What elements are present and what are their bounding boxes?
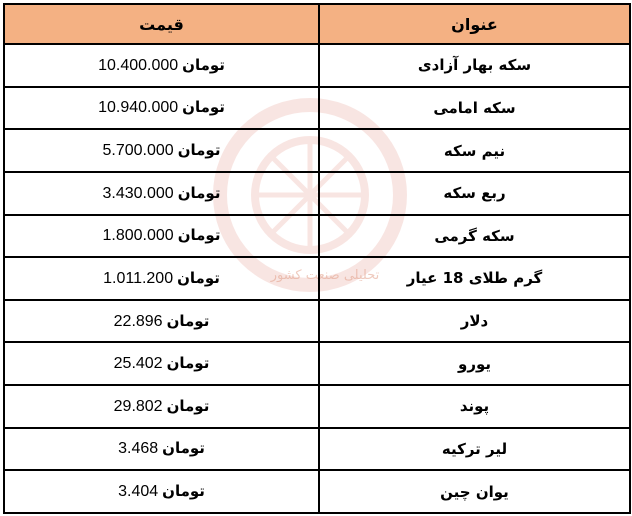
table-row: [4, 428, 630, 471]
row-title: نیم سکه: [319, 129, 630, 172]
price-value: 1.800.000: [102, 227, 174, 245]
row-price-cell: [4, 172, 319, 215]
price-unit: تومان: [177, 226, 221, 245]
row-title: سکه گرمی: [319, 215, 630, 258]
row-title: لیر ترکیه: [319, 428, 630, 471]
price-value: 5.700.000: [102, 142, 174, 160]
table-row: [4, 172, 630, 215]
price-table: [3, 3, 631, 514]
price-value: 29.802: [113, 397, 163, 415]
table-row: [4, 470, 630, 513]
row-title: دلار: [319, 300, 630, 343]
price-value: 1.011.200: [103, 269, 174, 287]
row-price-cell: [4, 215, 319, 258]
price-unit: تومان: [182, 55, 225, 74]
table-body: [4, 44, 630, 513]
row-title: سکه بهار آزادی: [319, 44, 630, 87]
row-title: پوند: [319, 385, 630, 428]
header-row: [4, 4, 630, 44]
price-unit: تومان: [177, 141, 221, 160]
table-row: [4, 300, 630, 343]
row-title: گرم طلای 18 عیار: [319, 257, 630, 300]
row-price-cell: [4, 428, 319, 471]
row-price-cell: [4, 385, 319, 428]
row-title: یورو: [319, 342, 630, 385]
row-price-cell: [4, 257, 319, 300]
price-value: 22.896: [113, 312, 163, 330]
row-price-cell: [4, 129, 319, 172]
price-value: 25.402: [113, 355, 163, 373]
table-row: [4, 87, 630, 130]
price-value: 3.468: [118, 440, 159, 458]
table-row: [4, 129, 630, 172]
price-value: 3.404: [118, 483, 159, 501]
price-unit: تومان: [166, 354, 210, 373]
row-price-cell: [4, 44, 319, 87]
header-title: عنوان: [319, 4, 630, 44]
row-title: سکه امامی: [319, 87, 630, 130]
header-price: قیمت: [4, 4, 319, 44]
table-row: [4, 44, 630, 87]
table-row: [4, 342, 630, 385]
table-row: [4, 385, 630, 428]
watermark-text: تحلیلی صنعت کشور: [270, 268, 380, 283]
price-value: 10.940.000: [98, 99, 179, 117]
table-row: [4, 215, 630, 258]
price-value: 3.430.000: [102, 184, 174, 202]
price-unit: تومان: [166, 396, 210, 415]
row-price-cell: [4, 342, 319, 385]
row-title: یوان چین: [319, 470, 630, 513]
price-value: 10.400.000: [98, 56, 179, 74]
price-unit: تومان: [182, 98, 225, 117]
row-price-cell: [4, 87, 319, 130]
table-row: [4, 257, 630, 300]
price-unit: تومان: [177, 183, 221, 202]
price-unit: تومان: [166, 311, 210, 330]
price-unit: تومان: [162, 439, 205, 458]
price-unit: تومان: [177, 268, 220, 287]
price-unit: تومان: [162, 482, 205, 501]
row-price-cell: [4, 300, 319, 343]
row-price-cell: [4, 470, 319, 513]
row-title: ربع سکه: [319, 172, 630, 215]
